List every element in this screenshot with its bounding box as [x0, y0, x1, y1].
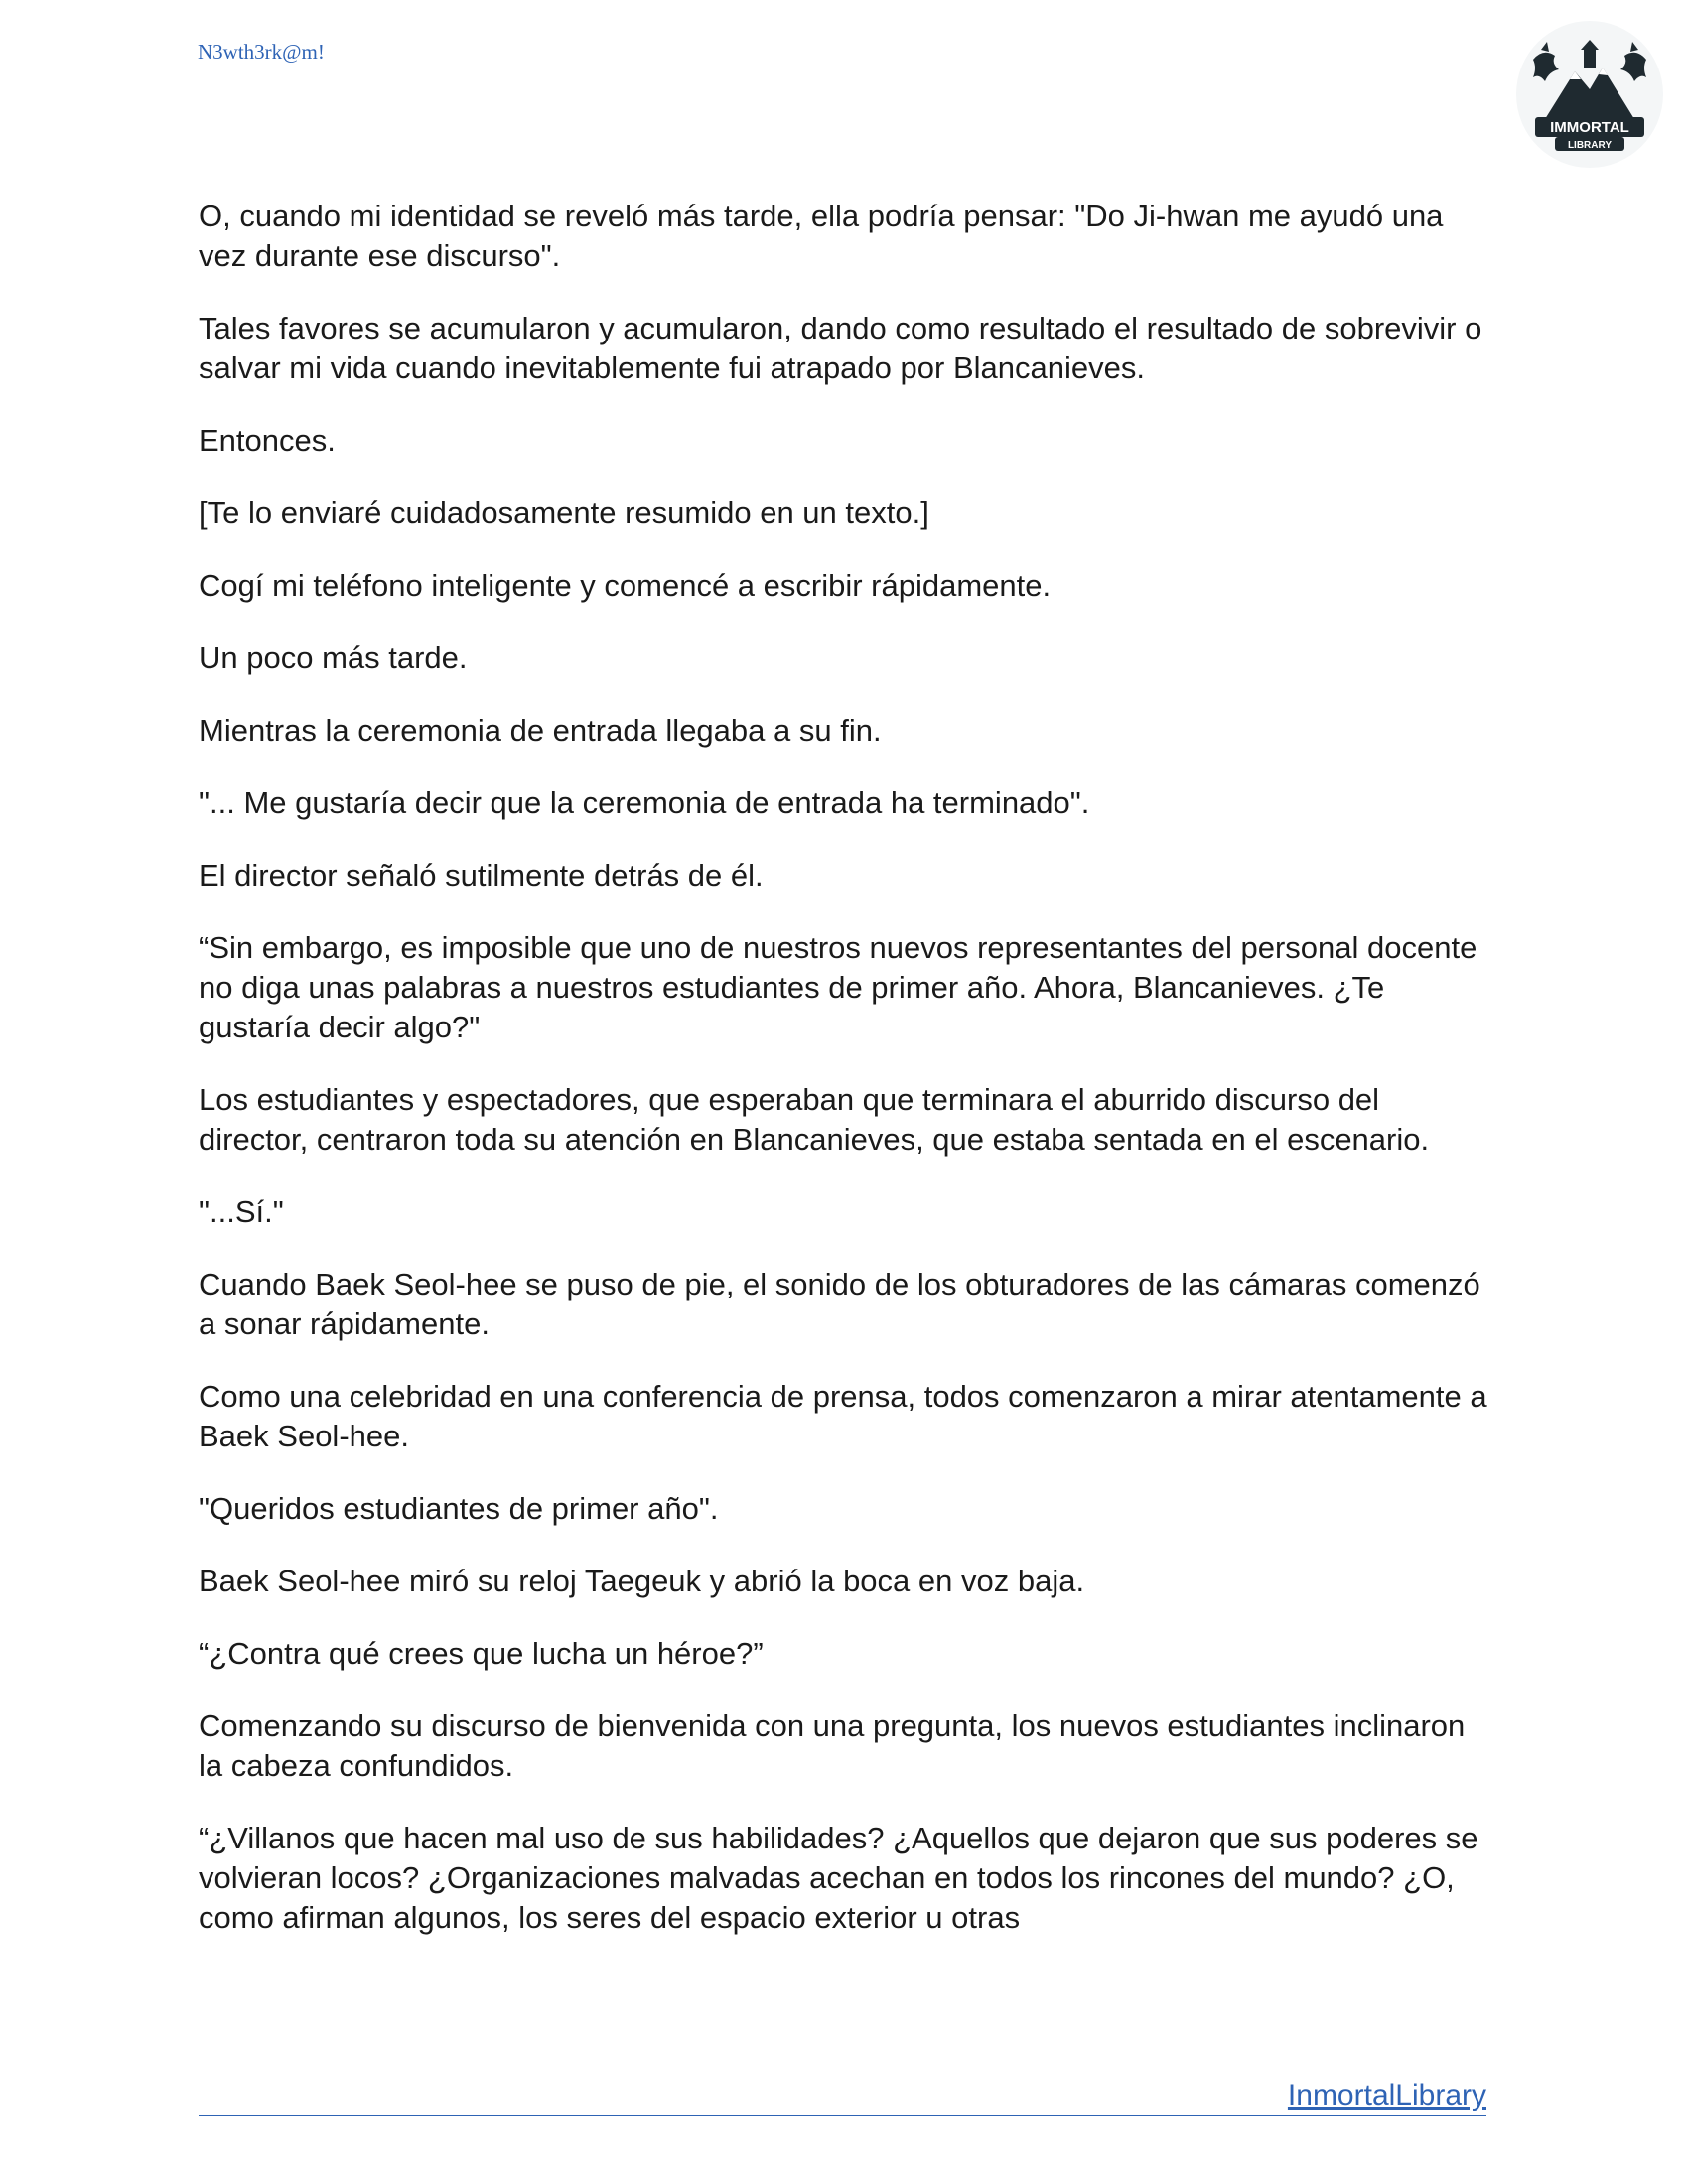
logo-line1: IMMORTAL — [1550, 119, 1629, 136]
dragons-mountain-emblem-icon — [1515, 20, 1664, 169]
document-body — [199, 197, 1489, 1971]
paragraph: Un poco más tarde. — [199, 640, 468, 675]
paragraph: O, cuando mi identidad se reveló más tarde, ella podría pensar: "Do Ji-hwan me ayudó una vez durante ese discurso". — [199, 199, 1444, 273]
paragraph: Los estudiantes y espectadores, que esperaban que terminara el aburrido discurso del director, centraron toda su atención en Blancanieves, que estaba sentada en el escenario. — [199, 1082, 1430, 1157]
logo-line2: LIBRARY — [1567, 140, 1613, 151]
paragraph: Cogí mi teléfono inteligente y comencé a escribir rápidamente. — [199, 568, 1052, 603]
footer-divider — [199, 2115, 1486, 2116]
paragraph: Mientras la ceremonia de entrada llegaba a su fin. — [199, 713, 882, 748]
paragraph: “Sin embargo, es imposible que uno de nuestros nuevos representantes del personal docente no diga unas palabras a nuestros estudiantes de primer año. Ahora, Blancanieves. ¿Te gustaría decir algo?" — [199, 930, 1477, 1044]
footer-link[interactable]: InmortalLibrary — [1287, 2079, 1486, 2112]
immortal-library-logo — [1515, 20, 1664, 169]
paragraph: El director señaló sutilmente detrás de él. — [199, 858, 764, 892]
paragraph: Tales favores se acumularon y acumularon, dando como resultado el resultado de sobrevivir o salvar mi vida cuando inevitablemente fui atrapado por Blancanieves. — [199, 311, 1482, 385]
paragraph: Comenzando su discurso de bienvenida con una pregunta, los nuevos estudiantes inclinaron la cabeza confundidos. — [199, 1708, 1466, 1783]
paragraph: Cuando Baek Seol-hee se puso de pie, el sonido de los obturadores de las cámaras comenzó a sonar rápidamente. — [199, 1267, 1480, 1341]
paragraph: "... Me gustaría decir que la ceremonia de entrada ha terminado". — [199, 785, 1090, 820]
paragraph: "...Sí." — [199, 1194, 284, 1229]
paragraph: Baek Seol-hee miró su reloj Taegeuk y abrió la boca en voz baja. — [199, 1564, 1085, 1598]
paragraph: [Te lo enviaré cuidadosamente resumido en un texto.] — [199, 495, 929, 530]
paragraph: “¿Villanos que hacen mal uso de sus habilidades? ¿Aquellos que dejaron que sus poderes se volvieran locos? ¿Organizaciones malvadas acechan en todos los rincones del mundo? ¿O, como afirman algunos, los seres del espacio exterior u otras — [199, 1821, 1478, 1935]
paragraph: "Queridos estudiantes de primer año". — [199, 1491, 719, 1526]
paragraph: Como una celebridad en una conferencia de prensa, todos comenzaron a mirar atentamente a Baek Seol-hee. — [199, 1379, 1487, 1453]
paragraph: Entonces. — [199, 423, 336, 458]
paragraph: “¿Contra qué crees que lucha un héroe?” — [199, 1636, 764, 1671]
header-watermark: N3wth3rk@m! — [198, 40, 325, 64]
